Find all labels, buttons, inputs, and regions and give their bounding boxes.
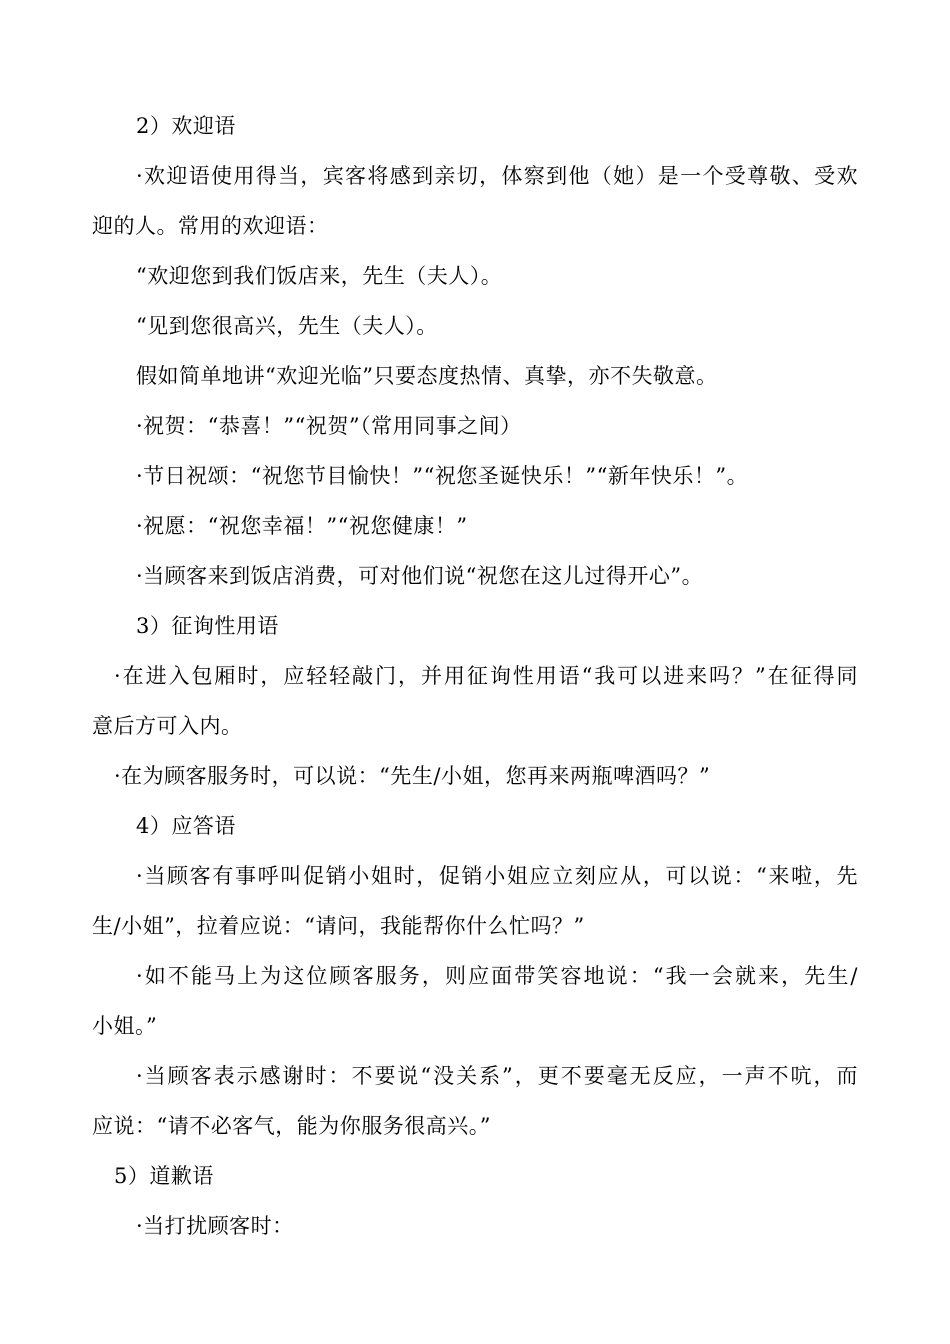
paragraph-line: 迎的人。常用的欢迎语：: [92, 214, 329, 238]
paragraph-line: ·祝愿：“祝您幸福！”“祝您健康！”: [136, 514, 468, 538]
paragraph-line: ·在进入包厢时，应轻轻敲门，并用征询性用语“我可以进来吗？”在征得同: [114, 664, 858, 688]
paragraph-line: 生/小姐”，拉着应说：“请问，我能帮你什么忙吗？”: [92, 914, 585, 938]
paragraph-line: 应说：“请不必客气，能为你服务很高兴。”: [92, 1114, 491, 1138]
paragraph-line: ·如不能马上为这位顾客服务，则应面带笑容地说：“我一会就来，先生/: [136, 964, 858, 988]
heading-apology: 5）道歉语: [114, 1164, 214, 1188]
paragraph-line: ·当顾客来到饭店消费，可对他们说“祝您在这儿过得开心”。: [136, 564, 704, 588]
paragraph-line: 小姐。”: [92, 1014, 158, 1038]
paragraph-line: ·当打扰顾客时：: [136, 1214, 294, 1238]
paragraph-line: ·当顾客表示感谢时：不要说“没关系”，更不要毫无反应，一声不吭，而: [136, 1064, 858, 1088]
paragraph-line: ·在为顾客服务时，可以说：“先生/小姐，您再来两瓶啤酒吗？”: [114, 764, 711, 788]
paragraph-line: “见到您很高兴，先生（夫人）。: [136, 314, 438, 338]
heading-welcome: 2）欢迎语: [136, 114, 236, 138]
paragraph-line: ·祝贺：“恭喜！”“祝贺”（常用同事之间）: [136, 414, 522, 438]
paragraph-line: ·节日祝颂：“祝您节目愉快！”“祝您圣诞快乐！”“新年快乐！”。: [136, 464, 749, 488]
heading-inquiry: 3）征询性用语: [136, 614, 279, 638]
paragraph-line: “欢迎您到我们饭店来，先生（夫人）。: [136, 264, 503, 288]
paragraph-line: 意后方可入内。: [92, 714, 243, 738]
paragraph-line: 假如简单地讲“欢迎光临”只要态度热情、真挚，亦不失敬意。: [136, 364, 718, 388]
heading-response: 4）应答语: [136, 814, 236, 838]
paragraph-line: ·欢迎语使用得当，宾客将感到亲切，体察到他（她）是一个受尊敬、受欢: [136, 164, 858, 188]
paragraph-line: ·当顾客有事呼叫促销小姐时，促销小姐应立刻应从，可以说：“来啦，先: [136, 864, 858, 888]
